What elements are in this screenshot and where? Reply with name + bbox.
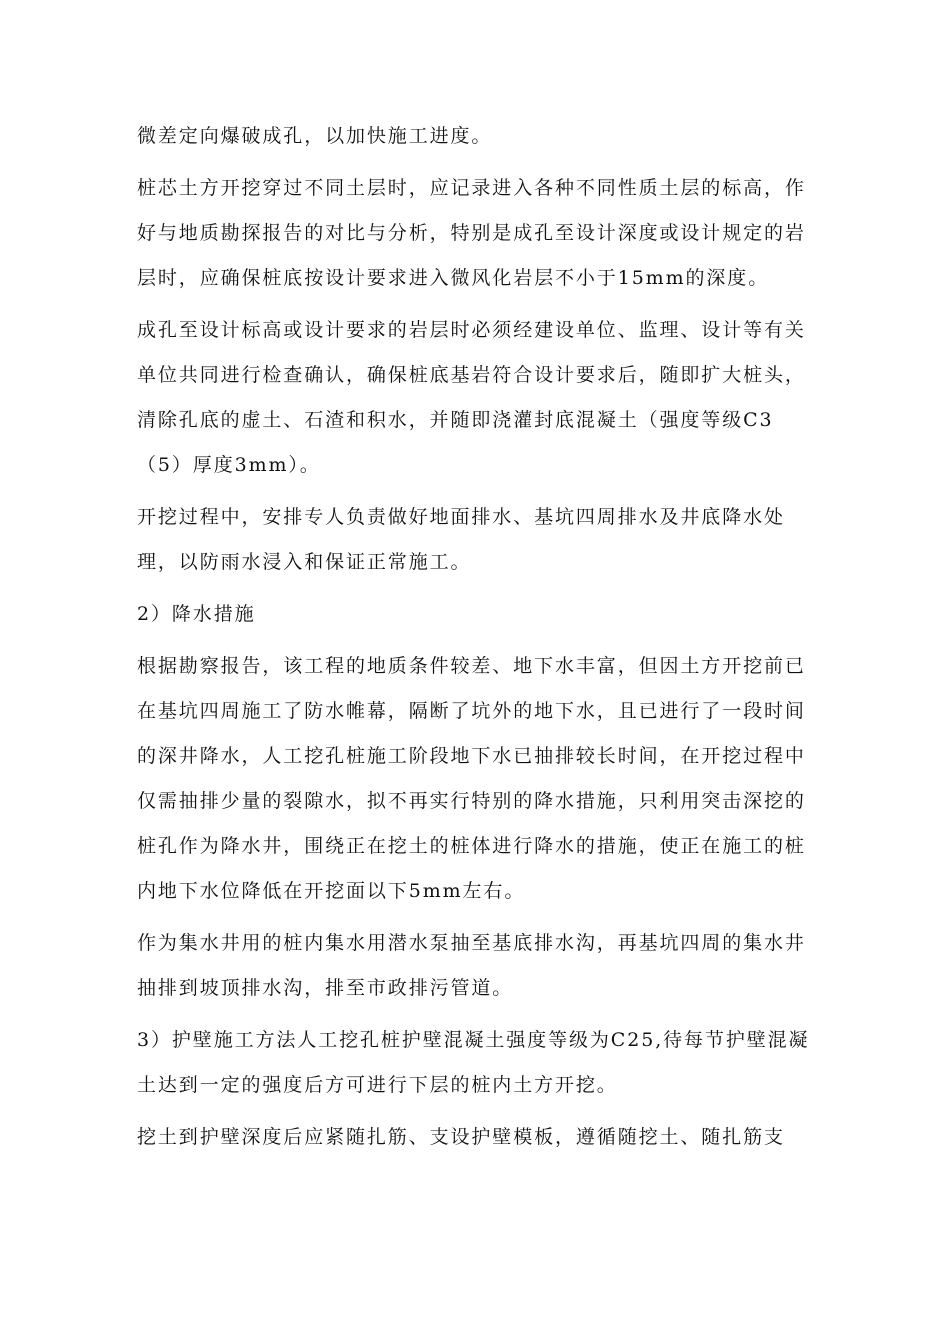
paragraph-drainage: 开挖过程中，安排专人负责做好地面排水、基坑四周排水及井底降水处 理，以防雨水浸入和保证正常施工。 [137, 506, 785, 573]
document-body [137, 114, 827, 1167]
paragraph-dewatering: 根据勘察报告，该工程的地质条件较差、地下水丰富，但因土方开挖前已 在基坑四周施工了防水帷幕，隔断了坑外的地下水，且已进行了一段时间 的深井降水，人工挖孔桩施工阶段地下水已抽排较长时间，在开挖过程中 仅需抽排少量的裂隙水，拟不再实行特别的降水措施，只利用突击深挖的 桩孔作为降水井，围绕正在挖土的桩体进行降水的措施，使正在施工的桩 内地下水位降低在开挖面以下5mm左右。 [137, 655, 806, 902]
paragraph-retaining-wall: 3）护壁施工方法人工挖孔桩护壁混凝土强度等级为C25,待每节护壁混凝 土达到一定的强度后方可进行下层的桩内土方开挖。 [137, 1029, 810, 1096]
section-heading-dewatering: 2）降水措施 [137, 603, 256, 625]
paragraph-sump-pumping: 作为集水井用的桩内集水用潜水泵抽至基底排水沟，再基坑四周的集水井 抽排到坡顶排水沟，排至市政排污管道。 [137, 932, 806, 999]
paragraph-blasting: 微差定向爆破成孔，以加快施工进度。 [137, 125, 493, 147]
paragraph-soil-layers: 桩芯土方开挖穿过不同土层时，应记录进入各种不同性质土层的标高，作 好与地质勘探报告的对比与分析，特别是成孔至设计深度或设计规定的岩 层时，应确保桩底按设计要求进入微风化岩层不小于15mm的深度。 [137, 177, 806, 289]
paragraph-hole-inspection: 成孔至设计标高或设计要求的岩层时必须经建设单位、监理、设计等有关 单位共同进行检查确认，确保桩底基岩符合设计要求后，随即扩大桩头， 清除孔底的虚土、石渣和积水，并随即浇灌封底混凝土（强度等级C3 （5）厚度3mm）。 [137, 319, 806, 476]
paragraph-rebar-formwork: 挖土到护壁深度后应紧随扎筋、支设护壁模板，遵循随挖土、随扎筋支 [137, 1126, 785, 1148]
